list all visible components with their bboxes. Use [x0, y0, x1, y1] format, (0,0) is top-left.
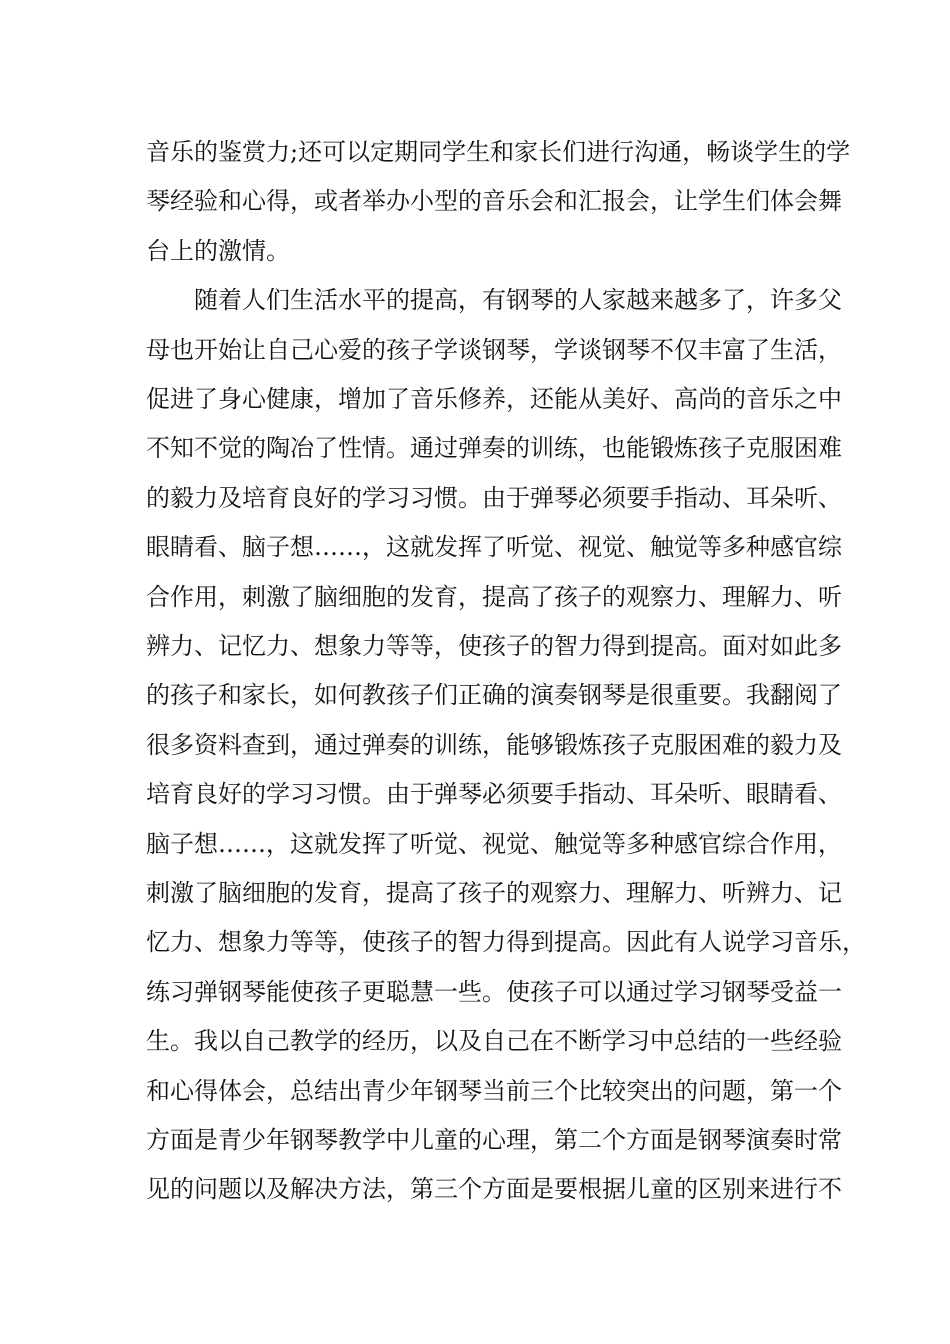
text-line: 台上的激情。: [146, 237, 290, 265]
text-line: 琴经验和心得，或者举办小型的音乐会和汇报会，让学生们体会舞: [146, 187, 842, 215]
text-line: 方面是青少年钢琴教学中儿童的心理，第二个方面是钢琴演奏时常: [146, 1126, 842, 1154]
text-line: 的孩子和家长，如何教孩子们正确的演奏钢琴是很重要。我翻阅了: [146, 681, 842, 709]
text-line: 和心得体会，总结出青少年钢琴当前三个比较突出的问题，第一个: [146, 1077, 842, 1105]
text-line: 生。我以自己教学的经历，以及自己在不断学习中总结的一些经验: [146, 1027, 842, 1055]
text-line: 培育良好的学习习惯。由于弹琴必须要手指动、耳朵听、眼睛看、: [146, 780, 842, 808]
text-line: 不知不觉的陶冶了性情。通过弹奏的训练，也能锻炼孩子克服困难: [146, 434, 842, 462]
text-line: 眼睛看、脑子想……，这就发挥了听觉、视觉、触觉等多种感官综: [146, 533, 842, 561]
text-line: 辨力、记忆力、想象力等等，使孩子的智力得到提高。面对如此多: [146, 632, 842, 660]
text-line: 随着人们生活水平的提高，有钢琴的人家越来越多了，许多父: [194, 286, 842, 314]
text-line: 的毅力及培育良好的学习习惯。由于弹琴必须要手指动、耳朵听、: [146, 484, 842, 512]
text-line: 练习弹钢琴能使孩子更聪慧一些。使孩子可以通过学习钢琴受益一: [146, 978, 842, 1006]
text-line: 音乐的鉴赏力;还可以定期同学生和家长们进行沟通，畅谈学生的学: [146, 138, 851, 166]
text-line: 刺激了脑细胞的发育，提高了孩子的观察力、理解力、听辨力、记: [146, 879, 842, 907]
text-line: 忆力、想象力等等，使孩子的智力得到提高。因此有人说学习音乐，: [146, 928, 866, 956]
text-line: 很多资料查到，通过弹奏的训练，能够锻炼孩子克服困难的毅力及: [146, 731, 842, 759]
text-line: 脑子想……，这就发挥了听觉、视觉、触觉等多种感官综合作用，: [146, 830, 842, 858]
text-line: 母也开始让自己心爱的孩子学谈钢琴，学谈钢琴不仅丰富了生活，: [146, 336, 842, 364]
text-line: 见的问题以及解决方法，第三个方面是要根据儿童的区别来进行不: [146, 1175, 842, 1203]
text-line: 促进了身心健康，增加了音乐修养，还能从美好、高尚的音乐之中: [146, 385, 842, 413]
text-line: 合作用，刺激了脑细胞的发育，提高了孩子的观察力、理解力、听: [146, 583, 842, 611]
